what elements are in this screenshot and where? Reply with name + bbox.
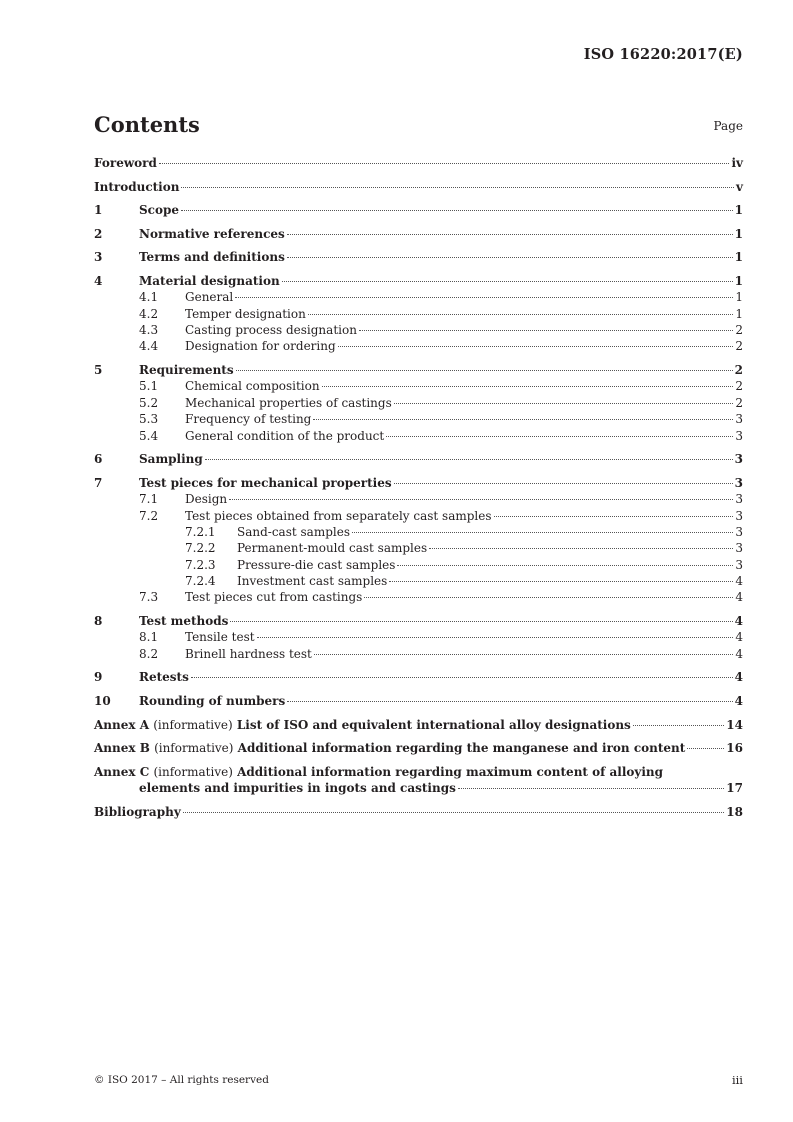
toc-page: 16 <box>726 741 743 756</box>
toc-title: Investment cast samples <box>237 574 388 589</box>
toc-page: 1 <box>735 290 743 305</box>
toc-number: 7.2.4 <box>185 574 216 589</box>
toc-page: 17 <box>726 781 743 796</box>
copyright-notice: © ISO 2017 – All rights reserved <box>94 1074 269 1086</box>
dot-leader <box>287 234 733 235</box>
toc-entry-bibliography[interactable] <box>94 804 743 820</box>
toc-entry-7-1[interactable] <box>94 491 743 507</box>
toc-page: v <box>736 179 743 194</box>
page-number: iii <box>731 1073 743 1087</box>
toc-page: 3 <box>735 524 743 539</box>
dot-leader <box>235 297 733 298</box>
toc-entry-4-4[interactable] <box>94 338 743 354</box>
dot-leader <box>287 701 732 702</box>
toc-page: 4 <box>734 694 743 708</box>
annex-label: Annex C <box>94 764 150 779</box>
toc-page: 3 <box>735 541 743 556</box>
toc-page: 1 <box>734 250 743 265</box>
toc-entry-5[interactable] <box>94 362 743 378</box>
toc-page: 4 <box>735 646 743 661</box>
toc-page: 4 <box>734 614 743 629</box>
toc-title: Designation for ordering <box>185 339 336 354</box>
toc-title: Pressure-die cast samples <box>237 557 396 572</box>
toc-entry-3[interactable] <box>94 249 743 265</box>
toc-number: 4 <box>94 273 103 288</box>
toc-title-line-2: elements and impurities in ingots and castings <box>139 781 456 796</box>
toc-title: Test pieces obtained from separately cast samples <box>185 508 492 523</box>
toc-title: List of ISO and equivalent international alloy designations <box>236 717 631 732</box>
toc-title: Requirements <box>139 363 234 378</box>
dot-leader <box>458 788 724 789</box>
toc-page: 2 <box>735 323 743 338</box>
toc-title: Foreword <box>94 156 157 170</box>
dot-leader <box>394 483 733 484</box>
toc-number: 7.2 <box>139 508 159 523</box>
toc-page: 3 <box>734 475 743 490</box>
toc-number: 5.1 <box>139 379 159 394</box>
toc-entry-10[interactable] <box>94 693 743 709</box>
dot-leader <box>308 314 734 315</box>
toc-number: 4.1 <box>139 290 159 305</box>
toc-page: 2 <box>735 395 743 410</box>
toc-entry-1[interactable] <box>94 202 743 218</box>
toc-title: Frequency of testing <box>185 412 312 427</box>
toc-number: 4.3 <box>139 323 159 338</box>
toc-number: 5.2 <box>139 395 159 410</box>
toc-page: 3 <box>735 492 743 507</box>
toc-entry-5-3[interactable] <box>94 411 743 427</box>
toc-number: 4.2 <box>139 306 159 321</box>
dot-leader <box>159 163 730 164</box>
dot-leader <box>257 637 734 638</box>
dot-leader <box>313 419 733 420</box>
toc-number: 8.2 <box>139 646 159 661</box>
toc-title: Tensile test <box>185 630 255 645</box>
dot-leader <box>338 346 734 347</box>
dot-leader <box>386 436 733 437</box>
toc-entry-7-2-3[interactable] <box>94 557 743 573</box>
dot-leader <box>181 210 733 211</box>
toc-entry-8[interactable] <box>94 613 743 629</box>
toc-number: 10 <box>94 694 111 708</box>
dot-leader <box>205 459 733 460</box>
annex-type: (informative) <box>153 764 233 779</box>
toc-number: 3 <box>94 250 103 265</box>
toc-entry-annex-b[interactable] <box>94 740 743 756</box>
toc-title: Introduction <box>94 179 180 194</box>
toc-page: 3 <box>735 428 743 443</box>
toc-number: 2 <box>94 226 103 241</box>
annex-label: Annex A <box>94 717 150 732</box>
dot-leader <box>282 281 733 282</box>
toc-number: 8 <box>94 614 103 629</box>
toc-number: 9 <box>94 670 103 685</box>
toc-entry-foreword[interactable] <box>94 155 743 171</box>
toc-title: Test methods <box>139 614 229 629</box>
toc-number: 1 <box>94 203 103 218</box>
annex-label: Annex B <box>94 741 150 756</box>
toc-number: 7.2.2 <box>185 541 216 556</box>
toc-page: 3 <box>734 452 743 467</box>
toc-title: Bibliography <box>94 804 181 819</box>
toc-page: 18 <box>726 804 743 819</box>
toc-title: Sand-cast samples <box>237 524 350 539</box>
toc-title: Mechanical properties of castings <box>185 395 392 410</box>
toc-entry-4-3[interactable] <box>94 322 743 338</box>
document-id: ISO 16220:2017(E) <box>583 46 743 63</box>
toc-title: Test pieces for mechanical properties <box>139 475 392 490</box>
dot-leader <box>230 621 732 622</box>
toc-number: 5 <box>94 363 103 378</box>
toc-entry-7-3[interactable] <box>94 589 743 605</box>
toc-entry-8-1[interactable] <box>94 629 743 645</box>
page-title: Contents <box>94 112 200 137</box>
toc-title: Retests <box>139 670 189 685</box>
toc-title: Sampling <box>139 452 203 467</box>
dot-leader <box>429 548 733 549</box>
toc-title-line-1: Additional information regarding maximum content of alloying <box>237 764 664 779</box>
toc-entry-4-1[interactable] <box>94 289 743 305</box>
toc-number: 7.2.1 <box>185 524 216 539</box>
dot-leader <box>352 532 733 533</box>
dot-leader <box>364 597 733 598</box>
toc-number: 7.3 <box>139 590 159 605</box>
dot-leader <box>229 499 733 500</box>
toc-entry-7-2-2[interactable] <box>94 540 743 556</box>
toc-page: 2 <box>735 379 743 394</box>
toc-page: 3 <box>735 412 743 427</box>
toc-page: 1 <box>734 226 743 241</box>
toc-number: 5.3 <box>139 412 159 427</box>
toc-title: Casting process designation <box>185 323 357 338</box>
toc-page: 2 <box>735 339 743 354</box>
toc-title: Normative references <box>139 226 285 241</box>
toc-entry-7-2-4[interactable] <box>94 573 743 589</box>
toc-entry-7[interactable] <box>94 475 743 491</box>
toc-number: 8.1 <box>139 630 159 645</box>
toc-entry-2[interactable] <box>94 226 743 242</box>
toc-page: 3 <box>735 557 743 572</box>
toc-page: 3 <box>735 508 743 523</box>
toc-entry-5-1[interactable] <box>94 378 743 394</box>
dot-leader <box>314 654 733 655</box>
toc-page: 4 <box>735 630 743 645</box>
toc-title: Rounding of numbers <box>139 694 286 708</box>
toc-title: Material designation <box>139 273 280 288</box>
toc-entry-7-2-1[interactable] <box>94 524 743 540</box>
page-column-label: Page <box>713 119 743 133</box>
dot-leader <box>397 565 733 566</box>
toc-title: Test pieces cut from castings <box>185 590 363 605</box>
toc-page: 1 <box>734 203 743 218</box>
toc-entry-8-2[interactable] <box>94 646 743 662</box>
dot-leader <box>191 677 733 678</box>
toc-entry-9[interactable] <box>94 669 743 685</box>
toc-title: Brinell hardness test <box>185 646 312 661</box>
toc-entry-introduction[interactable] <box>94 179 743 195</box>
toc-number: 7.2.3 <box>185 557 216 572</box>
toc-page: 4 <box>735 574 743 589</box>
toc-title: Additional information regarding the manganese and iron content <box>237 741 686 756</box>
toc-title: General <box>185 290 234 305</box>
dot-leader <box>359 330 733 331</box>
toc-entry-4-2[interactable] <box>94 306 743 322</box>
toc-page: 1 <box>734 273 743 288</box>
toc-page: 2 <box>734 363 743 378</box>
toc-number: 5.4 <box>139 428 159 443</box>
dot-leader <box>183 812 725 813</box>
toc-title: General condition of the product <box>185 428 385 443</box>
toc-title: Scope <box>139 203 180 218</box>
toc-title: Chemical composition <box>185 379 320 394</box>
toc-entry-6[interactable] <box>94 451 743 467</box>
dot-leader <box>394 403 734 404</box>
table-of-contents <box>94 155 743 820</box>
annex-type: (informative) <box>154 741 234 756</box>
toc-page: 4 <box>735 590 743 605</box>
toc-title: Temper designation <box>185 306 306 321</box>
dot-leader <box>236 370 733 371</box>
toc-entry-5-2[interactable] <box>94 395 743 411</box>
toc-title: Permanent-mould cast samples <box>237 541 428 556</box>
toc-number: 7.1 <box>139 492 159 507</box>
dot-leader <box>633 725 724 726</box>
toc-number: 4.4 <box>139 339 159 354</box>
dot-leader <box>494 516 734 517</box>
toc-entry-4[interactable] <box>94 273 743 289</box>
toc-number: 6 <box>94 452 103 467</box>
dot-leader <box>322 386 734 387</box>
dot-leader <box>181 187 734 188</box>
dot-leader <box>687 748 724 749</box>
toc-entry-5-4[interactable] <box>94 428 743 444</box>
toc-page: iv <box>731 156 743 170</box>
dot-leader <box>287 257 733 258</box>
toc-number: 7 <box>94 475 103 490</box>
toc-entry-annex-c[interactable] <box>94 764 743 797</box>
toc-page: 4 <box>734 670 743 685</box>
toc-entry-annex-a[interactable] <box>94 717 743 733</box>
toc-page: 1 <box>735 306 743 321</box>
toc-title: Design <box>185 492 228 507</box>
toc-entry-7-2[interactable] <box>94 508 743 524</box>
dot-leader <box>389 581 733 582</box>
toc-page: 14 <box>726 717 743 732</box>
toc-title: Terms and definitions <box>139 250 285 265</box>
annex-type: (informative) <box>153 717 233 732</box>
